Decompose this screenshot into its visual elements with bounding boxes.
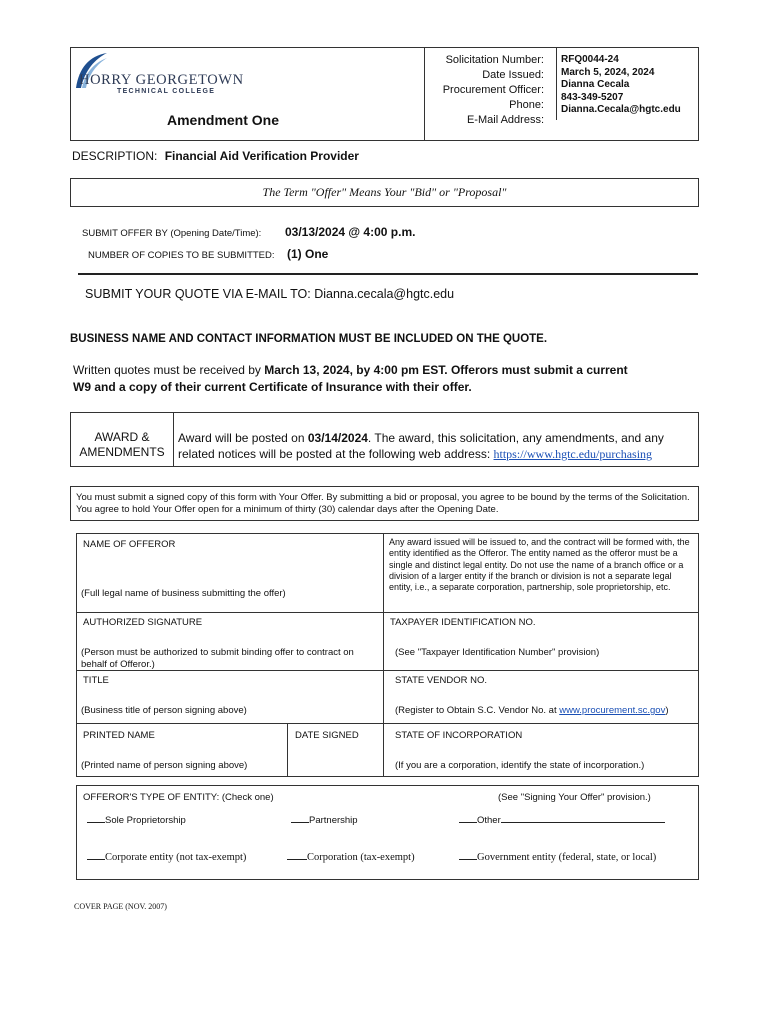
- signature-hint: (Person must be authorized to submit binding offer to contract on behalf of Offeror.): [81, 647, 354, 670]
- title-input[interactable]: [81, 688, 379, 702]
- agreement-box: [70, 486, 699, 521]
- award-note: Any award issued will be issued to, and the contract will be formed with, the entity identified as the Offeror. The entity named as the offeror must be a single and distinct legal entity. Do not use the name of a branch office or a division of a larger entity if the branch or division is not a separate legal entity, i.e., a separate corporation, partnership, sole proprietorship, etc.: [389, 537, 690, 593]
- award-label-1: AWARD &: [94, 430, 150, 444]
- value-email: Dianna.Cecala@hgtc.edu: [561, 104, 681, 115]
- written-quotes: [73, 362, 628, 396]
- copies-label: NUMBER OF COPIES TO BE SUBMITTED:: [88, 250, 275, 261]
- option-other[interactable]: Other: [459, 815, 665, 827]
- business-notice: BUSINESS NAME AND CONTACT INFORMATION MUST BE INCLUDED ON THE QUOTE.: [70, 333, 548, 345]
- government-checkline[interactable]: [459, 859, 477, 860]
- term-note: The Term "Offer" Means Your "Bid" or "Proposal": [262, 185, 507, 199]
- label-solicitation: Solicitation Number:: [445, 54, 544, 66]
- written-bold-2: W9 and a copy of their current Certificate of Insurance with their offer.: [73, 380, 472, 394]
- logo-subtitle: TECHNICAL COLLEGE: [117, 88, 216, 95]
- footer-cover-page: COVER PAGE (NOV. 2007): [74, 902, 167, 911]
- copies-value: (1) One: [287, 247, 329, 261]
- partnership-checkline[interactable]: [291, 822, 309, 823]
- entity-see: (See "Signing Your Offer" provision.): [498, 792, 651, 803]
- title-hint: (Business title of person signing above): [81, 705, 247, 716]
- vendor-hint: (Register to Obtain S.C. Vendor No. at www.procurement.sc.gov): [395, 705, 669, 716]
- header-values: [561, 54, 681, 117]
- award-text: Award will be posted on 03/14/2024. The award, this solicitation, any amendments, and any related notices will be posted at the following web address: https://www.hgtc.edu/purchasing: [178, 431, 664, 461]
- option-sole[interactable]: Sole Proprietorship: [87, 815, 186, 827]
- value-solicitation: RFQ0044-24: [561, 54, 619, 65]
- tin-input[interactable]: [387, 630, 695, 646]
- email-line: SUBMIT YOUR QUOTE VIA E-MAIL TO: Dianna.cecala@hgtc.edu: [85, 287, 455, 301]
- header-labels: [426, 53, 544, 128]
- label-officer: Procurement Officer:: [442, 84, 544, 96]
- label-date: Date Issued:: [482, 69, 544, 81]
- corp-exempt-checkline[interactable]: [87, 859, 105, 860]
- written-bold-1: March 13, 2024, by 4:00 pm EST. Offerors must submit a current: [264, 363, 628, 377]
- printed-label: PRINTED NAME: [83, 730, 155, 741]
- name-input[interactable]: [81, 552, 379, 586]
- name-label: NAME OF OFFEROR: [83, 539, 176, 550]
- logo-name: HORRY GEORGETOWN: [79, 72, 244, 88]
- tin-label: TAXPAYER IDENTIFICATION NO.: [390, 617, 536, 628]
- description-value: Financial Aid Verification Provider: [164, 149, 359, 163]
- description-label: DESCRIPTION:: [72, 149, 158, 163]
- incorporation-input[interactable]: [387, 743, 695, 757]
- incorporation-label: STATE OF INCORPORATION: [395, 730, 523, 741]
- label-phone: Phone:: [509, 99, 544, 111]
- value-officer: Dianna Cecala: [561, 79, 630, 90]
- option-corp-tax[interactable]: Corporation (tax-exempt): [287, 852, 415, 863]
- vendor-input[interactable]: [387, 688, 695, 702]
- offeror-form: [76, 533, 699, 777]
- name-hint: (Full legal name of business submitting the offer): [81, 588, 286, 599]
- other-specify[interactable]: [501, 822, 665, 823]
- incorporation-hint: (If you are a corporation, identify the state of incorporation.): [395, 760, 645, 771]
- award-box: [70, 412, 699, 467]
- signature-input[interactable]: [81, 630, 379, 644]
- purchasing-link[interactable]: https://www.hgtc.edu/purchasing: [493, 447, 653, 461]
- vendor-label: STATE VENDOR NO.: [395, 675, 488, 686]
- college-logo: [73, 50, 244, 100]
- award-label-2: AMENDMENTS: [79, 445, 165, 459]
- option-corp-exempt[interactable]: Corporate entity (not tax-exempt): [87, 852, 246, 863]
- option-partnership[interactable]: Partnership: [291, 815, 358, 827]
- vendor-link[interactable]: www.procurement.sc.gov: [559, 705, 666, 716]
- description: [72, 149, 359, 163]
- entity-box: [76, 785, 699, 880]
- value-phone: 843-349-5207: [561, 91, 624, 103]
- submit-by-label: SUBMIT OFFER BY (Opening Date/Time):: [82, 228, 262, 239]
- title-label: TITLE: [83, 675, 109, 686]
- award-label: [71, 430, 173, 460]
- date-signed-input[interactable]: [291, 743, 379, 773]
- printed-hint: (Printed name of person signing above): [81, 760, 248, 771]
- value-date: March 5, 2024, 2024: [561, 66, 655, 78]
- option-government[interactable]: Government entity (federal, state, or local): [459, 852, 656, 863]
- term-note-box: [70, 178, 699, 207]
- other-checkline[interactable]: [459, 822, 477, 823]
- written-pre: Written quotes must be received by: [73, 363, 265, 377]
- amendment-title: Amendment One: [167, 112, 280, 128]
- printed-input[interactable]: [81, 743, 283, 757]
- signature-label: AUTHORIZED SIGNATURE: [83, 617, 203, 628]
- header-box: [70, 47, 699, 141]
- entity-title: OFFEROR'S TYPE OF ENTITY: (Check one): [83, 792, 274, 803]
- label-email: E-Mail Address:: [466, 114, 544, 126]
- agreement-text: You must submit a signed copy of this form with Your Offer. By submitting a bid or proposal, you agree to be bound by the terms of the Solicitation. You agree to hold Your Offer open for a minimum of thirty (30) calendar days after the Opening Date.: [76, 492, 690, 515]
- date-signed-label: DATE SIGNED: [295, 730, 359, 741]
- tin-hint: (See "Taxpayer Identification Number" provision): [395, 647, 600, 658]
- corp-tax-checkline[interactable]: [287, 859, 307, 860]
- sole-checkline[interactable]: [87, 822, 105, 823]
- divider: [78, 273, 698, 275]
- submit-by-value: 03/13/2024 @ 4:00 p.m.: [285, 225, 416, 239]
- award-date: 03/14/2024: [307, 431, 368, 445]
